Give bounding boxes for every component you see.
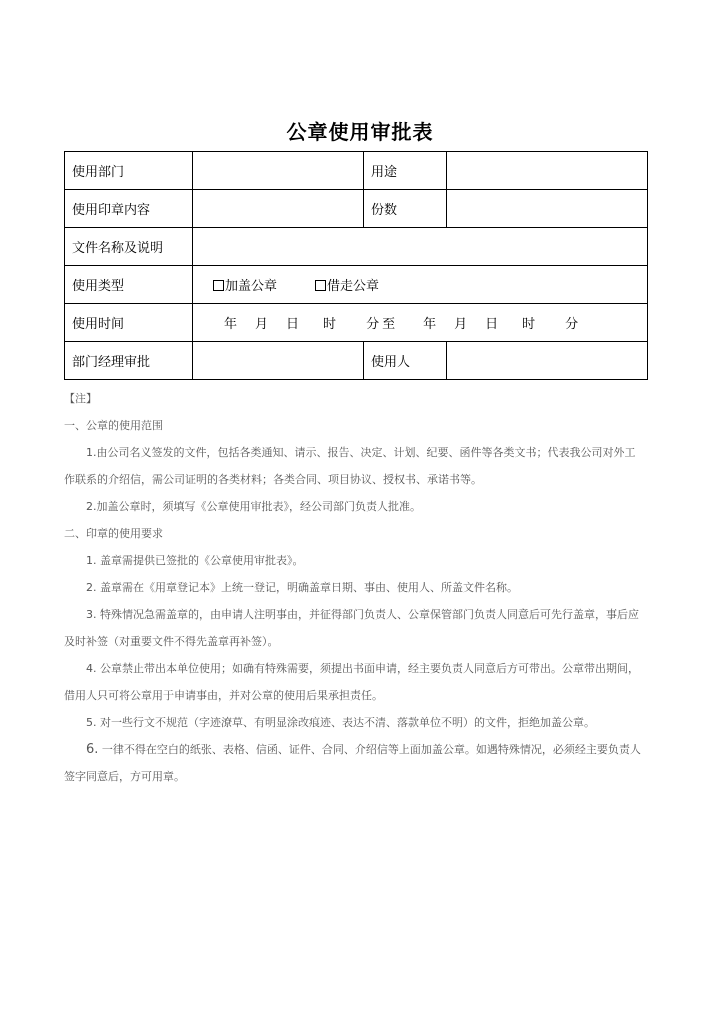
form-row-department <box>65 152 648 190</box>
usage-type-label: 使用类型 <box>65 266 193 304</box>
user-field[interactable] <box>447 342 648 380</box>
dept-label: 使用部门 <box>65 152 193 190</box>
time-to-year: 年 <box>423 317 437 332</box>
user-label: 使用人 <box>364 342 447 380</box>
s2-item6-text: 一律不得在空白的纸张、表格、信函、证件、合同、介绍信等上面加盖公章。如遇特殊情况，必须经主要负责人 <box>101 743 641 756</box>
time-from-day: 日 <box>286 317 300 332</box>
s2-item3-line2: 及时补签（对重要文件不得先盖章再补签）。 <box>64 635 279 648</box>
s1-item2: 2.加盖公章时，须填写《公章使用审批表》，经公司部门负责人批准。 <box>86 500 421 513</box>
form-row-usage-type <box>65 266 648 304</box>
time-from-minute: 分 <box>366 317 380 332</box>
s2-item5: 5. 对一些行文不规范（字迹潦草、有明显涂改痕迹、表达不清、落款单位不明）的文件，拒绝加盖公章。 <box>86 716 595 729</box>
time-from-year: 年 <box>224 317 238 332</box>
form-row-usage-time <box>65 304 648 342</box>
time-to: 至 <box>382 317 396 332</box>
time-to-month: 月 <box>454 317 468 332</box>
copies-field[interactable] <box>447 190 648 228</box>
form-row-approval <box>65 342 648 380</box>
option-stamp[interactable] <box>213 275 277 294</box>
s2-item1: 1. 盖章需提供已签批的《公章使用审批表》。 <box>86 554 304 567</box>
time-from-month: 月 <box>255 317 269 332</box>
copies-label: 份数 <box>364 190 447 228</box>
notes-section <box>64 385 654 790</box>
usage-type-options <box>193 266 648 304</box>
usage-time-field[interactable] <box>193 304 648 342</box>
seal-content-field[interactable] <box>193 190 364 228</box>
manager-field[interactable] <box>193 342 364 380</box>
purpose-label: 用途 <box>364 152 447 190</box>
seal-content-label: 使用印章内容 <box>65 190 193 228</box>
time-to-hour: 时 <box>522 317 536 332</box>
approval-form-table <box>64 151 648 380</box>
notes-header: 【注】 <box>64 392 97 405</box>
manager-label: 部门经理审批 <box>65 342 193 380</box>
option-borrow[interactable] <box>315 275 379 294</box>
file-desc-label: 文件名称及说明 <box>65 228 193 266</box>
stamp-checkbox[interactable] <box>213 280 224 291</box>
page-title: 公章使用审批表 <box>286 120 434 144</box>
s2-item6-number: 6. <box>86 742 99 757</box>
s1-item1-line2: 作联系的介绍信，需公司证明的各类材料；各类合同、项目协议、授权书、承诺书等。 <box>64 473 482 486</box>
time-to-day: 日 <box>485 317 499 332</box>
s2-item6-line2: 签字同意后，方可用章。 <box>64 770 185 783</box>
s2-item4-line1: 4. 公章禁止带出本单位使用；如确有特殊需要，须提出书面申请，经主要负责人同意后方可带出。公章带出期间， <box>86 662 639 675</box>
purpose-field[interactable] <box>447 152 648 190</box>
s2-item4-line2: 借用人只可将公章用于申请事由，并对公章的使用后果承担责任。 <box>64 689 383 702</box>
section2-title: 二、印章的使用要求 <box>64 527 163 540</box>
file-desc-field[interactable] <box>193 228 648 266</box>
option-borrow-label: 借走公章 <box>327 279 380 294</box>
s2-item6-line1 <box>64 736 654 763</box>
usage-time-label: 使用时间 <box>65 304 193 342</box>
form-row-file-desc <box>65 228 648 266</box>
dept-field[interactable] <box>193 152 364 190</box>
time-from-hour: 时 <box>323 317 337 332</box>
option-stamp-label: 加盖公章 <box>225 279 278 294</box>
s2-item2: 2. 盖章需在《用章登记本》上统一登记，明确盖章日期、事由、使用人、所盖文件名称。 <box>86 581 518 594</box>
section1-title: 一、公章的使用范围 <box>64 419 163 432</box>
time-to-minute: 分 <box>565 317 579 332</box>
borrow-checkbox[interactable] <box>315 280 326 291</box>
s1-item1-line1: 1.由公司名义签发的文件，包括各类通知、请示、报告、决定、计划、纪要、函件等各类文书；代表我公司对外工 <box>86 446 636 459</box>
s2-item3-line1: 3. 特殊情况急需盖章的，由申请人注明事由，并征得部门负责人、公章保管部门负责人同意后可先行盖章，事后应 <box>86 608 639 621</box>
form-row-seal-content <box>65 190 648 228</box>
